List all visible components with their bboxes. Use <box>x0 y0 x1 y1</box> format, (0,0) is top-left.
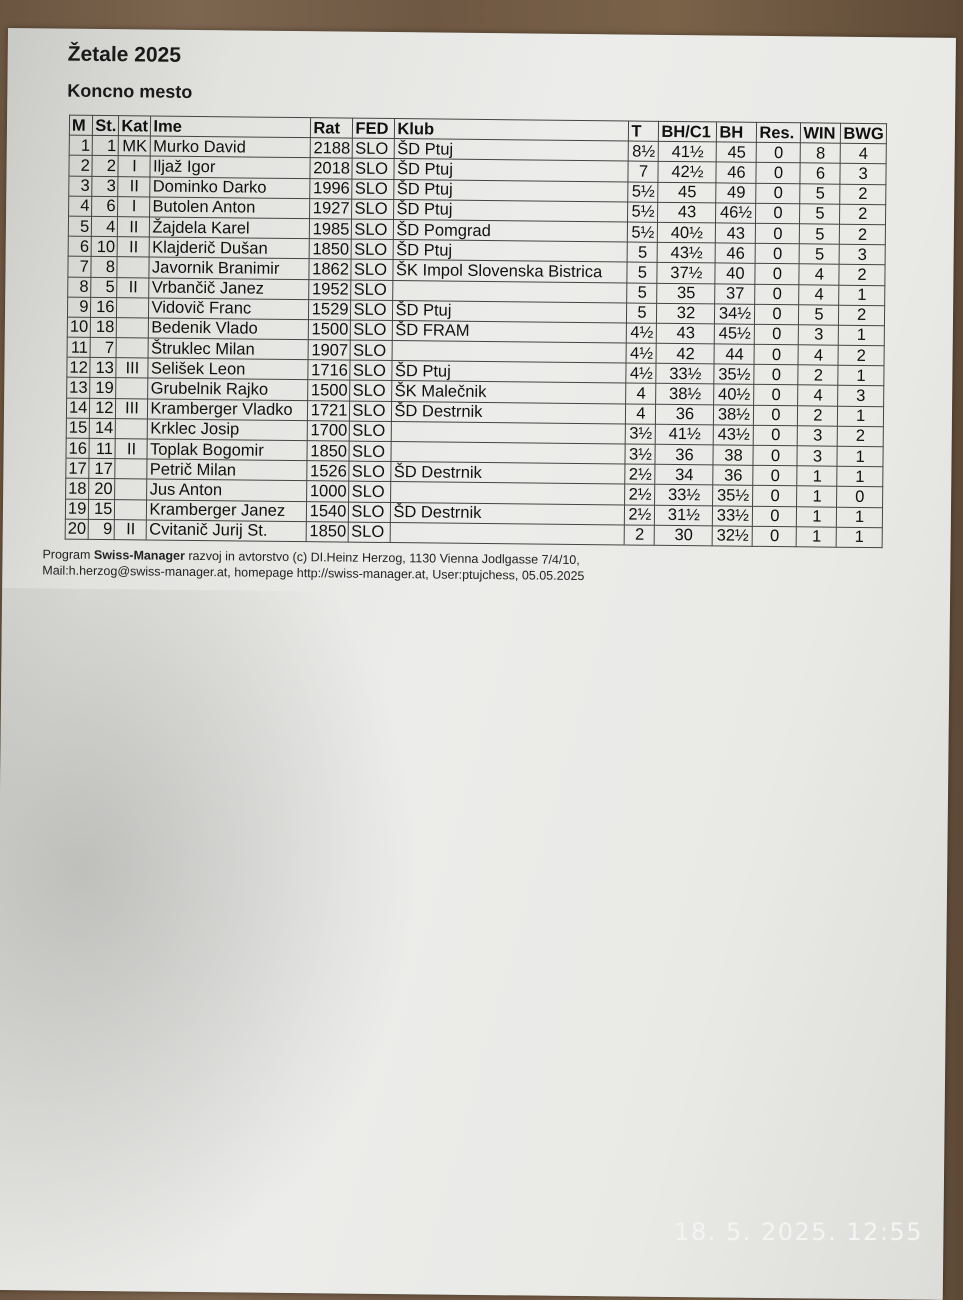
table-cell: 4 <box>799 284 839 305</box>
table-cell: 18 <box>91 317 117 337</box>
table-cell: 1721 <box>308 400 350 421</box>
column-header: Kat <box>119 116 151 137</box>
table-cell: 5 <box>628 242 658 263</box>
table-cell: II <box>118 176 150 197</box>
table-cell: 6 <box>800 163 840 184</box>
table-cell <box>391 442 625 465</box>
table-cell: SLO <box>352 158 394 179</box>
table-cell: III <box>116 358 148 379</box>
table-cell: 1 <box>837 446 883 467</box>
table-cell: 10 <box>67 317 91 337</box>
table-cell: 43½ <box>658 242 716 263</box>
table-cell: ŠK Malečnik <box>392 381 626 404</box>
table-cell: 2 <box>838 345 884 366</box>
table-cell: 3 <box>799 325 839 346</box>
table-cell: 33½ <box>656 364 714 385</box>
table-cell: 1927 <box>310 198 352 219</box>
table-cell: SLO <box>349 441 391 462</box>
table-cell: 3½ <box>626 424 656 445</box>
table-cell: 18 <box>66 479 90 499</box>
column-header: Ime <box>151 116 311 138</box>
table-cell: 43½ <box>714 425 754 446</box>
table-cell: 40½ <box>658 222 716 243</box>
page-subtitle: Koncno mesto <box>67 80 193 102</box>
table-cell <box>117 257 149 278</box>
table-cell: 1985 <box>310 219 352 240</box>
table-cell: ŠD Ptuj <box>394 199 628 222</box>
table-cell: 3½ <box>625 444 655 465</box>
table-cell: 42 <box>656 343 714 364</box>
table-cell: SLO <box>350 401 392 422</box>
table-cell: 1 <box>837 507 883 528</box>
table-cell: 0 <box>754 344 798 365</box>
table-cell: SLO <box>349 502 391 523</box>
table-cell: 36 <box>655 444 713 465</box>
table-cell: 32 <box>657 303 715 324</box>
table-cell: 3 <box>92 176 118 196</box>
table-cell: 5 <box>627 262 657 283</box>
column-header: FED <box>353 118 395 139</box>
table-cell <box>117 318 149 339</box>
table-cell: SLO <box>350 381 392 402</box>
table-cell: 5½ <box>628 182 658 203</box>
table-cell: Murko David <box>151 136 311 158</box>
table-cell: 5 <box>799 304 839 325</box>
table-cell: 4 <box>841 143 887 164</box>
table-cell: 46 <box>716 162 756 183</box>
table-cell: 0 <box>753 506 797 527</box>
table-cell: ŠD Ptuj <box>393 300 627 323</box>
table-cell: ŠD Ptuj <box>395 139 629 162</box>
table-cell: 1000 <box>307 481 349 502</box>
table-cell: Grubelnik Rajko <box>148 378 308 400</box>
table-cell: 0 <box>755 264 799 285</box>
table-cell: 4 <box>626 383 656 404</box>
table-cell: 4½ <box>626 343 656 364</box>
table-cell: 17 <box>89 459 115 479</box>
table-cell: 37½ <box>657 263 715 284</box>
table-cell: 0 <box>753 466 797 487</box>
table-cell: SLO <box>350 360 392 381</box>
table-cell: 44 <box>714 344 754 365</box>
table-cell: II <box>115 439 147 460</box>
table-cell: 1862 <box>309 259 351 280</box>
column-header: M <box>69 115 93 135</box>
table-cell: 2 <box>625 525 655 546</box>
table-cell: 4 <box>798 385 838 406</box>
table-cell: 35½ <box>713 485 753 506</box>
table-cell: ŠD Destrnik <box>391 462 625 485</box>
table-cell: SLO <box>349 522 391 543</box>
table-cell: 3 <box>797 446 837 467</box>
table-cell: SLO <box>351 259 393 280</box>
table-cell: II <box>115 519 147 540</box>
table-cell: 0 <box>756 203 800 224</box>
table-cell: 0 <box>756 163 800 184</box>
table-cell: 1 <box>838 365 884 386</box>
table-cell: 20 <box>89 479 115 499</box>
table-cell: 4 <box>69 196 93 216</box>
table-cell: SLO <box>352 239 394 260</box>
table-cell: II <box>117 277 149 298</box>
table-cell: 9 <box>89 519 115 539</box>
table-cell: 0 <box>753 526 797 547</box>
table-cell: 20 <box>65 519 89 539</box>
table-cell: II <box>118 217 150 238</box>
table-cell: III <box>116 398 148 419</box>
table-cell: 2 <box>840 204 886 225</box>
table-cell: 6 <box>68 236 92 256</box>
table-cell: 19 <box>90 378 116 398</box>
table-cell: 31½ <box>655 505 713 526</box>
table-cell: 1 <box>839 325 885 346</box>
table-cell: 14 <box>66 398 90 418</box>
table-cell: 0 <box>757 143 801 164</box>
table-cell: 1500 <box>309 320 351 341</box>
table-cell: 43 <box>658 202 716 223</box>
table-cell: 8½ <box>629 141 659 162</box>
table-cell: 7 <box>628 161 658 182</box>
table-cell: 15 <box>89 499 115 519</box>
shadow-overlay <box>0 588 422 1292</box>
table-cell: 40 <box>715 263 755 284</box>
table-cell: 45½ <box>715 324 755 345</box>
table-cell: Vrbančič Janez <box>149 277 309 299</box>
table-body <box>65 135 886 547</box>
table-cell: SLO <box>352 219 394 240</box>
table-cell: Vidovič Franc <box>149 298 309 320</box>
table-cell: 0 <box>755 304 799 325</box>
table-cell: SLO <box>349 481 391 502</box>
table-cell: 11 <box>67 337 91 357</box>
table-cell <box>392 421 626 444</box>
table-cell: 5 <box>627 303 657 324</box>
table-cell: ŠD FRAM <box>393 320 627 343</box>
table-cell: 1850 <box>310 239 352 260</box>
table-cell <box>391 482 625 505</box>
table-cell: 0 <box>754 425 798 446</box>
table-cell: Butolen Anton <box>150 197 310 219</box>
table-cell: 7 <box>68 256 92 276</box>
table-cell: 32½ <box>713 526 753 547</box>
table-cell: 0 <box>753 486 797 507</box>
table-cell: SLO <box>351 280 393 301</box>
table-cell: 49 <box>716 182 756 203</box>
table-cell: 6 <box>92 196 118 216</box>
table-cell <box>117 338 149 359</box>
column-header: St. <box>93 115 119 135</box>
table-cell: ŠD Ptuj <box>394 159 628 182</box>
table-cell: Cvitanič Jurij St. <box>147 520 307 542</box>
table-cell: 2½ <box>625 484 655 505</box>
table-cell: 1700 <box>308 420 350 441</box>
column-header: BWG <box>841 123 887 144</box>
table-cell: 2 <box>840 184 886 205</box>
table-cell: II <box>118 237 150 258</box>
table-cell: 33½ <box>713 505 753 526</box>
table-cell: 5½ <box>628 202 658 223</box>
column-header: Rat <box>311 118 353 139</box>
table-cell: 1529 <box>309 299 351 320</box>
table-cell: Selišek Leon <box>148 358 308 380</box>
table-cell: 19 <box>65 499 89 519</box>
table-cell: 10 <box>91 237 117 257</box>
table-cell: 1996 <box>310 178 352 199</box>
table-cell: 0 <box>754 385 798 406</box>
table-cell: 45 <box>717 142 757 163</box>
table-cell <box>116 418 148 439</box>
table-cell: 1 <box>837 527 883 548</box>
table-cell: 1 <box>797 486 837 507</box>
table-cell: 1850 <box>307 521 349 542</box>
table-cell: 2 <box>839 265 885 286</box>
table-cell: 5½ <box>628 222 658 243</box>
table-cell: 46 <box>716 243 756 264</box>
table-cell: 8 <box>91 257 117 277</box>
table-cell: 33½ <box>655 485 713 506</box>
table-cell: 11 <box>89 438 115 458</box>
table-cell: 1716 <box>308 360 350 381</box>
table-cell: 5 <box>800 183 840 204</box>
table-cell: 1 <box>797 466 837 487</box>
table-cell: 0 <box>837 487 883 508</box>
column-header: Res. <box>757 122 801 143</box>
table-cell: SLO <box>351 320 393 341</box>
table-cell: 1 <box>837 466 883 487</box>
table-cell: 0 <box>753 445 797 466</box>
table-cell: ŠD Destrnik <box>392 401 626 424</box>
table-cell <box>115 499 147 520</box>
table-cell: 1850 <box>307 441 349 462</box>
photo-timestamp: 18. 5. 2025. 12:55 <box>674 1218 923 1246</box>
table-cell: 35½ <box>714 364 754 385</box>
table-cell: Kramberger Vladko <box>148 399 308 421</box>
table-cell: 2 <box>838 426 884 447</box>
table-cell: 46½ <box>716 203 756 224</box>
table-cell: Kramberger Janez <box>147 500 307 522</box>
table-cell: Klajderič Dušan <box>150 237 310 259</box>
table-cell: 9 <box>67 297 91 317</box>
footer <box>42 546 584 584</box>
table-cell: 38 <box>713 445 753 466</box>
table-cell: 1 <box>838 406 884 427</box>
column-header: BH/C1 <box>659 121 717 142</box>
table-cell: 2 <box>92 156 118 176</box>
table-cell: 5 <box>68 216 92 236</box>
table-cell: 37 <box>715 283 755 304</box>
table-cell: Petrič Milan <box>147 459 307 481</box>
table-cell: 5 <box>91 277 117 297</box>
table-cell: Toplak Bogomir <box>147 439 307 461</box>
table-cell: SLO <box>352 199 394 220</box>
table-cell: 35 <box>657 283 715 304</box>
table-cell: SLO <box>351 300 393 321</box>
table-cell: 13 <box>90 358 116 378</box>
table-cell: 5 <box>627 282 657 303</box>
table-cell: 1 <box>69 135 93 155</box>
table-cell: 1500 <box>308 380 350 401</box>
table-cell: 36 <box>713 465 753 486</box>
table-cell: Krklec Josip <box>148 419 308 441</box>
table-cell: 8 <box>68 277 92 297</box>
table-cell: 4 <box>92 216 118 236</box>
table-cell: 1 <box>797 527 837 548</box>
table-cell: ŠD Ptuj <box>394 179 628 202</box>
table-cell: 2 <box>798 405 838 426</box>
table-cell <box>115 479 147 500</box>
table-cell: 2 <box>69 156 93 176</box>
table-cell: SLO <box>353 138 395 159</box>
table-cell: SLO <box>350 340 392 361</box>
table-cell: Dominko Darko <box>150 177 310 199</box>
column-header: BH <box>717 122 757 143</box>
column-header: WIN <box>801 123 841 144</box>
table-cell: 16 <box>66 438 90 458</box>
table-cell: 3 <box>840 164 886 185</box>
table-cell: 16 <box>91 297 117 317</box>
table-cell: 3 <box>798 426 838 447</box>
table-cell: 0 <box>756 183 800 204</box>
table-cell: 0 <box>755 284 799 305</box>
table-cell: 1 <box>93 136 119 156</box>
table-cell: 40½ <box>714 384 754 405</box>
table-cell: 0 <box>754 365 798 386</box>
table-cell: 3 <box>840 244 886 265</box>
table-cell: SLO <box>352 179 394 200</box>
table-cell: 5 <box>800 244 840 265</box>
table-cell: I <box>118 156 150 177</box>
table-cell: 12 <box>67 357 91 377</box>
table-cell: 38½ <box>656 384 714 405</box>
table-cell: 38½ <box>714 405 754 426</box>
table-cell: 2½ <box>625 464 655 485</box>
table-cell: 15 <box>66 418 90 438</box>
table-cell: Žajdela Karel <box>150 217 310 239</box>
footer-line-2: Mail:h.herzog@swiss-manager.at, homepage http://swiss-manager.at, User:ptujchess, 05.05.2025 <box>42 563 585 584</box>
table-cell: 41½ <box>659 142 717 163</box>
table-cell: 45 <box>658 182 716 203</box>
table-cell: 43 <box>716 223 756 244</box>
table-cell: SLO <box>349 461 391 482</box>
paper-sheet <box>0 28 956 1300</box>
table-cell: 0 <box>755 324 799 345</box>
table-cell: 1952 <box>309 279 351 300</box>
table-cell <box>393 280 627 303</box>
table-cell: 42½ <box>658 162 716 183</box>
table-cell: 34 <box>655 464 713 485</box>
table-cell: 4½ <box>626 363 656 384</box>
table-cell: 4 <box>799 264 839 285</box>
table-cell: 0 <box>756 243 800 264</box>
table-cell: 1540 <box>307 501 349 522</box>
table-cell: 43 <box>657 323 715 344</box>
table-cell: 4½ <box>627 323 657 344</box>
footer-line-1: Program Swiss-Manager razvoj in avtorstvo (c) DI.Heinz Herzog, 1130 Vienna Jodlgasse 7/4/10, <box>42 547 580 568</box>
table-cell <box>392 341 626 364</box>
table-cell: ŠD Ptuj <box>394 240 628 263</box>
table-cell: Bedenik Vlado <box>149 318 309 340</box>
table-cell: 1907 <box>308 340 350 361</box>
table-cell: 2188 <box>311 138 353 159</box>
table-cell <box>391 522 625 545</box>
standings-table <box>65 115 887 548</box>
table-cell: 8 <box>801 143 841 164</box>
table-cell: 1 <box>839 285 885 306</box>
table-cell: 12 <box>90 398 116 418</box>
table-cell: ŠD Pomgrad <box>394 219 628 242</box>
table-cell: 0 <box>754 405 798 426</box>
table-cell: ŠD Destrnik <box>391 502 625 525</box>
table-cell: 30 <box>655 525 713 546</box>
column-header: Klub <box>395 119 629 142</box>
table-cell: 17 <box>66 458 90 478</box>
table-cell: 7 <box>90 337 116 357</box>
table-cell <box>117 297 149 318</box>
table-cell <box>115 459 147 480</box>
table-cell: 0 <box>756 223 800 244</box>
table-cell: 13 <box>67 378 91 398</box>
table-cell: 36 <box>656 404 714 425</box>
table-cell: 4 <box>626 404 656 425</box>
table-cell: 2½ <box>625 505 655 526</box>
table-cell: SLO <box>350 421 392 442</box>
table-cell: ŠD Ptuj <box>392 361 626 384</box>
table-cell: 2018 <box>310 158 352 179</box>
table-cell: 1526 <box>307 461 349 482</box>
table-cell: I <box>118 196 150 217</box>
table-cell: 3 <box>838 386 884 407</box>
table-cell: Jus Anton <box>147 479 307 501</box>
table-cell: 2 <box>840 224 886 245</box>
table-cell: 2 <box>798 365 838 386</box>
table-cell: 4 <box>798 345 838 366</box>
table-cell: ŠK Impol Slovenska Bistrica <box>393 260 627 283</box>
table-cell: Javornik Branimir <box>149 257 309 279</box>
table-cell: 14 <box>90 418 116 438</box>
table-cell: 5 <box>800 204 840 225</box>
table-cell: MK <box>119 136 151 157</box>
table-cell: Iljaž Igor <box>150 156 310 178</box>
table-cell: Štruklec Milan <box>149 338 309 360</box>
table-cell: 2 <box>839 305 885 326</box>
table-cell: 34½ <box>715 304 755 325</box>
table-cell: 5 <box>800 224 840 245</box>
table-cell: 41½ <box>656 424 714 445</box>
table-cell: 3 <box>69 176 93 196</box>
column-header: T <box>629 121 659 142</box>
page-title: Žetale 2025 <box>67 42 182 67</box>
table-cell <box>116 378 148 399</box>
table-cell: 1 <box>797 506 837 527</box>
